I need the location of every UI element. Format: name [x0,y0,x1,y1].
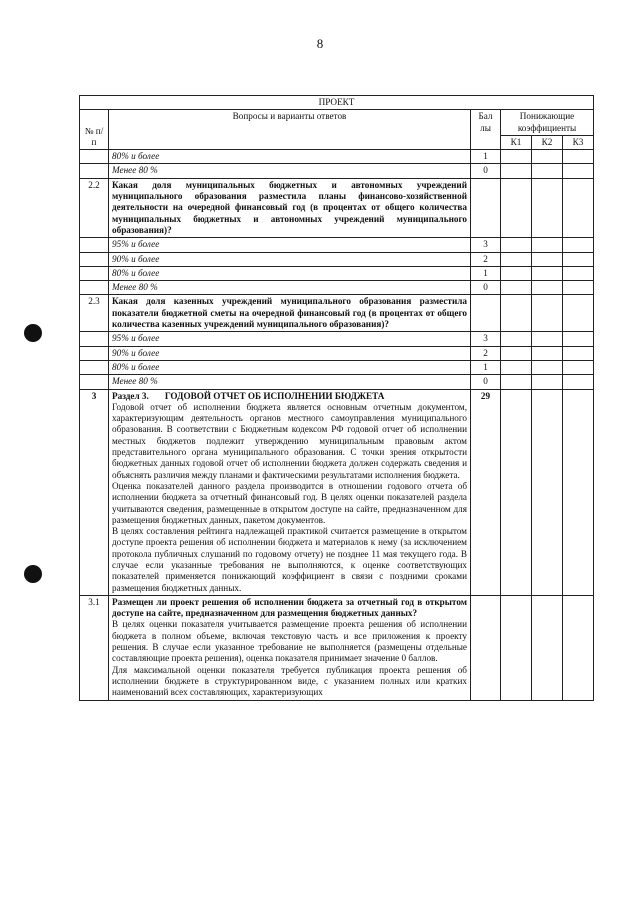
answer-option: 90% и более [109,252,471,266]
section-row [80,389,594,595]
answer-option: 90% и более [109,346,471,360]
answer-points: 0 [471,164,501,178]
table-row [80,346,594,360]
table-row [80,238,594,252]
section-row [80,595,594,700]
section-paragraph: Годовой отчет об исполнении бюджета является основным отчетным документом, характеризующим деятельность органов местного самоуправления муниципального образования. В соответствии с Бюджетным кодексом РФ годовой отчет об исполнении местных бюджетов подлежит утверждению муниципальным правовым актом представительного органа муниципального образования. С точки зрения открытости бюджетных данных годовой отчет об исполнении бюджета должен содержать сведения и объяснять различия между планами и фактическими результатами исполнения бюджета. [112,401,467,480]
table-row [80,150,594,164]
answer-points: 0 [471,281,501,295]
answer-points: 3 [471,238,501,252]
header-reducing-coefficients: Понижающие коэффициенты [501,110,594,136]
rating-table [79,95,594,701]
table-row [80,281,594,295]
question-number: 2.2 [80,178,109,237]
section-paragraph: В целях составления рейтинга надлежащей практикой считается размещение в открытом доступе проекта решения об исполнении бюджета и материалов к нему (за исключением протокола публичных слушаний по годовому отчету) не позднее 11 мая текущего года. В случае если указанные требования не выполняются, к оценке соответствующих показателей применяется понижающий коэффициент в связи с поздними сроками размещения бюджетных данных. [112,526,467,593]
header-question: Вопросы и варианты ответов [109,110,471,150]
answer-option: Менее 80 % [109,375,471,389]
section-title: ГОДОВОЙ ОТЧЕТ ОБ ИСПОЛНЕНИИ БЮДЖЕТА [164,390,385,401]
table-row [80,164,594,178]
answer-option: 95% и более [109,238,471,252]
answer-points: 1 [471,150,501,164]
answer-option: 95% и более [109,332,471,346]
header-k1: К1 [501,135,532,149]
answer-points: 1 [471,360,501,374]
table-row [80,332,594,346]
question-paragraph: В целях оценки показателя учитывается размещение проекта решения об исполнении бюджета в полном объеме, включая текстовую часть и все приложения к проекту решения. В случае если указанное требование не выполняется (размещены отдельные составляющие проекта решения), оценка показателя принимает значение 0 баллов. [112,619,467,664]
section-heading [112,391,467,402]
table-row [80,266,594,280]
section-label: Раздел 3. [112,390,149,401]
section-body [109,389,471,595]
header-points: Бал лы [471,110,501,150]
section-paragraph: Оценка показателей данного раздела производится в отношении годового отчета об исполнении бюджета за отчетный финансовый год. В целях оценки показателей раздела учитываются сведения, размещенные в открытом доступе на сайте, предназначенном для размещения бюджетных данных, пакетом документов. [112,480,467,525]
answer-option: Менее 80 % [109,281,471,295]
answer-points: 2 [471,252,501,266]
question-text: Размещен ли проект решения об исполнении бюджета за отчетный год в открытом доступе на сайте, предназначенном для размещения бюджетных данных? [112,596,467,619]
answer-option: 80% и более [109,360,471,374]
answer-option: 80% и более [109,150,471,164]
table-row [80,178,594,237]
page-number: 8 [316,36,324,51]
answer-option: Менее 80 % [109,164,471,178]
table-title: ПРОЕКТ [80,96,594,110]
header-k2: К2 [532,135,563,149]
header-num: № п/п [80,110,109,150]
section-number: 3 [80,389,109,595]
table-row [80,360,594,374]
question-number: 2.3 [80,295,109,332]
table-row [80,252,594,266]
question-text: Какая доля муниципальных бюджетных и автономных учреждений муниципального образования разместила планы финансово-хозяйственной деятельности на очередной финансовый год (в процентах от общего количества муниципальных бюджетных и автономных учреждений муниципального образования)? [109,178,471,237]
header-k3: К3 [563,135,594,149]
table-row [80,295,594,332]
section-points: 29 [471,389,501,595]
punch-hole-icon [24,324,42,342]
answer-points: 2 [471,346,501,360]
answer-points: 3 [471,332,501,346]
punch-hole-icon [24,565,42,583]
table-row [80,375,594,389]
answer-option: 80% и более [109,266,471,280]
answer-points: 0 [471,375,501,389]
question-body [109,595,471,700]
answer-points: 1 [471,266,501,280]
question-paragraph: Для максимальной оценки показателя требуется публикация проекта решения об исполнении бюджете в структурированном виде, с указанием полных или кратких наименований всех составляющих, характеризующих [112,664,467,698]
question-text: Какая доля казенных учреждений муниципального образования разместила показатели бюджетной сметы на очередной финансовый год (в процентах от общего количества казенных учреждений муниципального образования)? [109,295,471,332]
question-number: 3.1 [80,595,109,700]
